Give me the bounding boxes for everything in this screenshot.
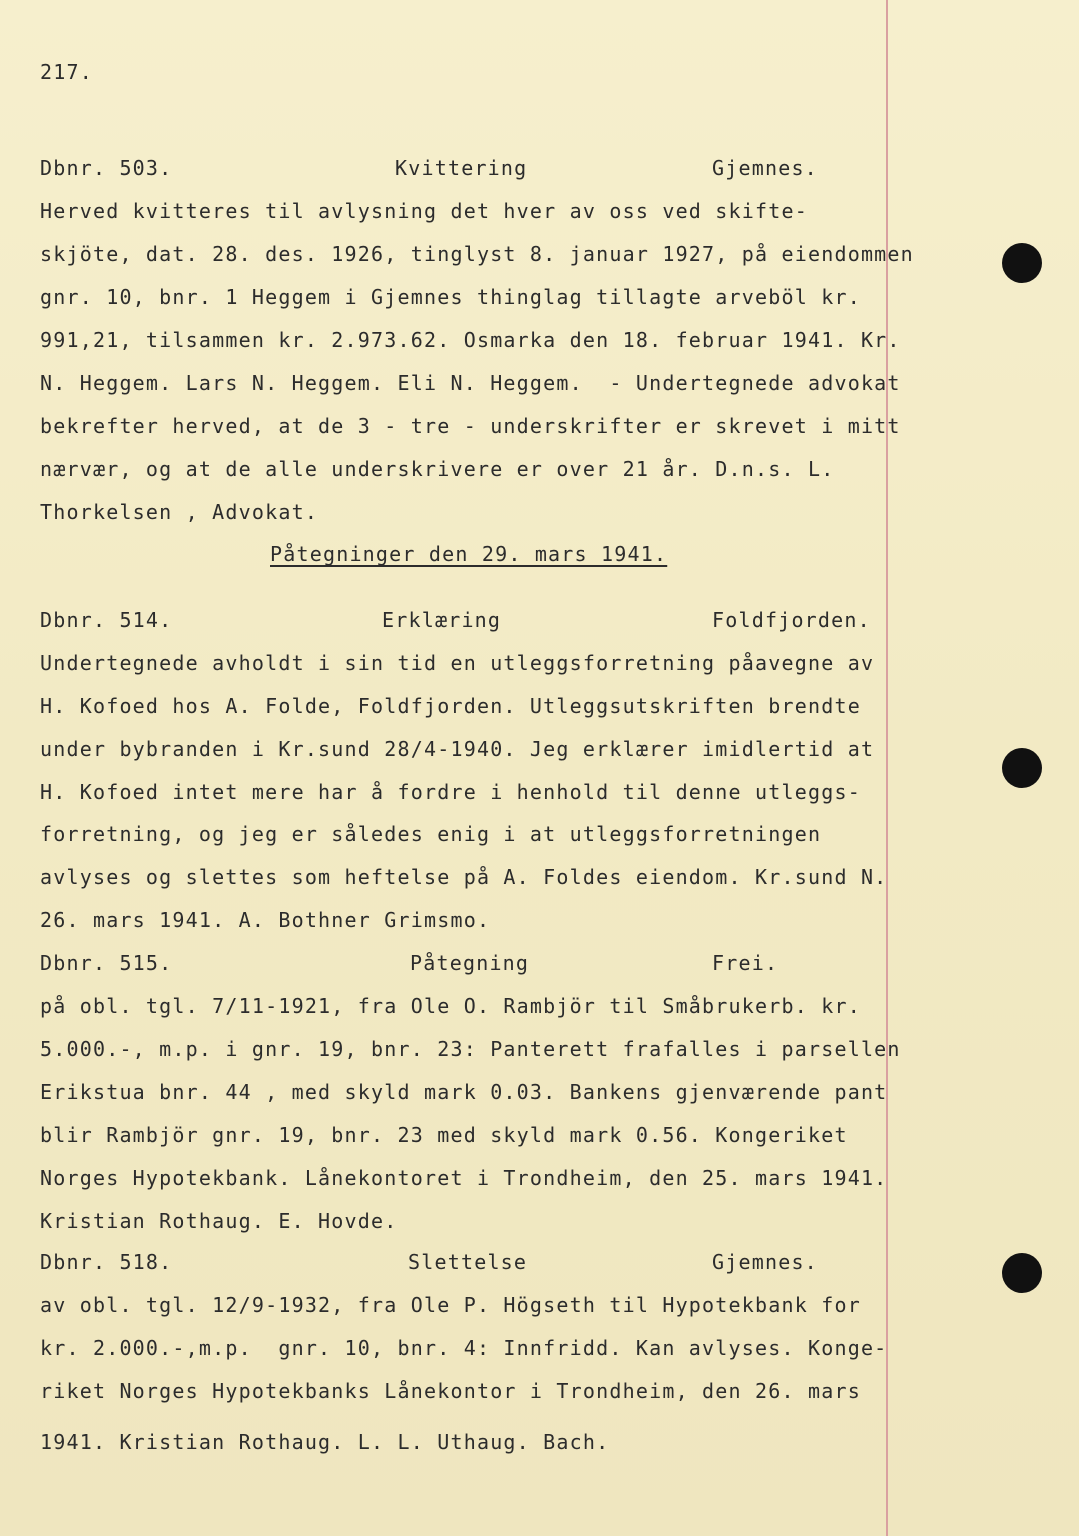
entry-text-line: forretning, og jeg er således enig i at utleggsforretningen xyxy=(40,822,822,846)
entry-text-line: skjöte, dat. 28. des. 1926, tinglyst 8. januar 1927, på eiendommen xyxy=(40,242,914,266)
entry-text-line: riket Norges Hypotekbanks Lånekontor i Trondheim, den 26. mars xyxy=(40,1379,861,1403)
entry-type: Erklæring xyxy=(382,608,502,632)
entry-text-line: 1941. Kristian Rothaug. L. L. Uthaug. Bach. xyxy=(40,1430,610,1454)
entry-text-line: H. Kofoed intet mere har å fordre i henhold til denne utleggs- xyxy=(40,780,861,804)
entry-type: Kvittering xyxy=(395,156,528,180)
entry-text-line: gnr. 10, bnr. 1 Heggem i Gjemnes thinglag tillagte arveböl kr. xyxy=(40,285,861,309)
entry-text-line: blir Rambjör gnr. 19, bnr. 23 med skyld mark 0.56. Kongeriket xyxy=(40,1123,848,1147)
entry-text-line: 991,21, tilsammen kr. 2.973.62. Osmarka den 18. februar 1941. Kr. xyxy=(40,328,901,352)
entry-place: Frei. xyxy=(712,951,779,975)
entry-dbnr: Dbnr. 515. xyxy=(40,951,173,975)
punch-hole xyxy=(1002,243,1042,283)
entry-text-line: Erikstua bnr. 44 , med skyld mark 0.03. Bankens gjenværende pant xyxy=(40,1080,888,1104)
entry-type: Påtegning xyxy=(410,951,530,975)
entry-text-line: bekrefter herved, at de 3 - tre - underskrifter er skrevet i mitt xyxy=(40,414,901,438)
entry-dbnr: Dbnr. 514. xyxy=(40,608,173,632)
page-number: 217. xyxy=(40,60,93,84)
margin-line xyxy=(886,0,888,1536)
punch-hole xyxy=(1002,1253,1042,1293)
entry-text-line: Herved kvitteres til avlysning det hver av oss ved skifte- xyxy=(40,199,808,223)
entry-text-line: H. Kofoed hos A. Folde, Foldfjorden. Utleggsutskriften brendte xyxy=(40,694,861,718)
entry-text-line: N. Heggem. Lars N. Heggem. Eli N. Heggem. - Undertegnede advokat xyxy=(40,371,901,395)
section-heading: Påtegninger den 29. mars 1941. xyxy=(270,542,668,566)
entry-text-line: 26. mars 1941. A. Bothner Grimsmo. xyxy=(40,908,491,932)
entry-text-line: avlyses og slettes som heftelse på A. Foldes eiendom. Kr.sund N. xyxy=(40,865,888,889)
entry-type: Slettelse xyxy=(408,1250,528,1274)
entry-text-line: 5.000.-, m.p. i gnr. 19, bnr. 23: Panterett frafalles i parsellen xyxy=(40,1037,901,1061)
entry-text-line: kr. 2.000.-,m.p. gnr. 10, bnr. 4: Innfridd. Kan avlyses. Konge- xyxy=(40,1336,888,1360)
entry-text-line: under bybranden i Kr.sund 28/4-1940. Jeg erklærer imidlertid at xyxy=(40,737,875,761)
entry-text-line: nærvær, og at de alle underskrivere er over 21 år. D.n.s. L. xyxy=(40,457,835,481)
entry-text-line: på obl. tgl. 7/11-1921, fra Ole O. Rambjör til Småbrukerb. kr. xyxy=(40,994,861,1018)
entry-text-line: Norges Hypotekbank. Lånekontoret i Trondheim, den 25. mars 1941. xyxy=(40,1166,888,1190)
entry-place: Gjemnes. xyxy=(712,1250,818,1274)
entry-dbnr: Dbnr. 503. xyxy=(40,156,173,180)
entry-text-line: Thorkelsen , Advokat. xyxy=(40,500,319,524)
entry-dbnr: Dbnr. 518. xyxy=(40,1250,173,1274)
entry-text-line: av obl. tgl. 12/9-1932, fra Ole P. Högseth til Hypotekbank for xyxy=(40,1293,861,1317)
punch-hole xyxy=(1002,748,1042,788)
entry-text-line: Kristian Rothaug. E. Hovde. xyxy=(40,1209,398,1233)
entry-text-line: Undertegnede avholdt i sin tid en utleggsforretning påavegne av xyxy=(40,651,875,675)
entry-place: Foldfjorden. xyxy=(712,608,871,632)
entry-place: Gjemnes. xyxy=(712,156,818,180)
